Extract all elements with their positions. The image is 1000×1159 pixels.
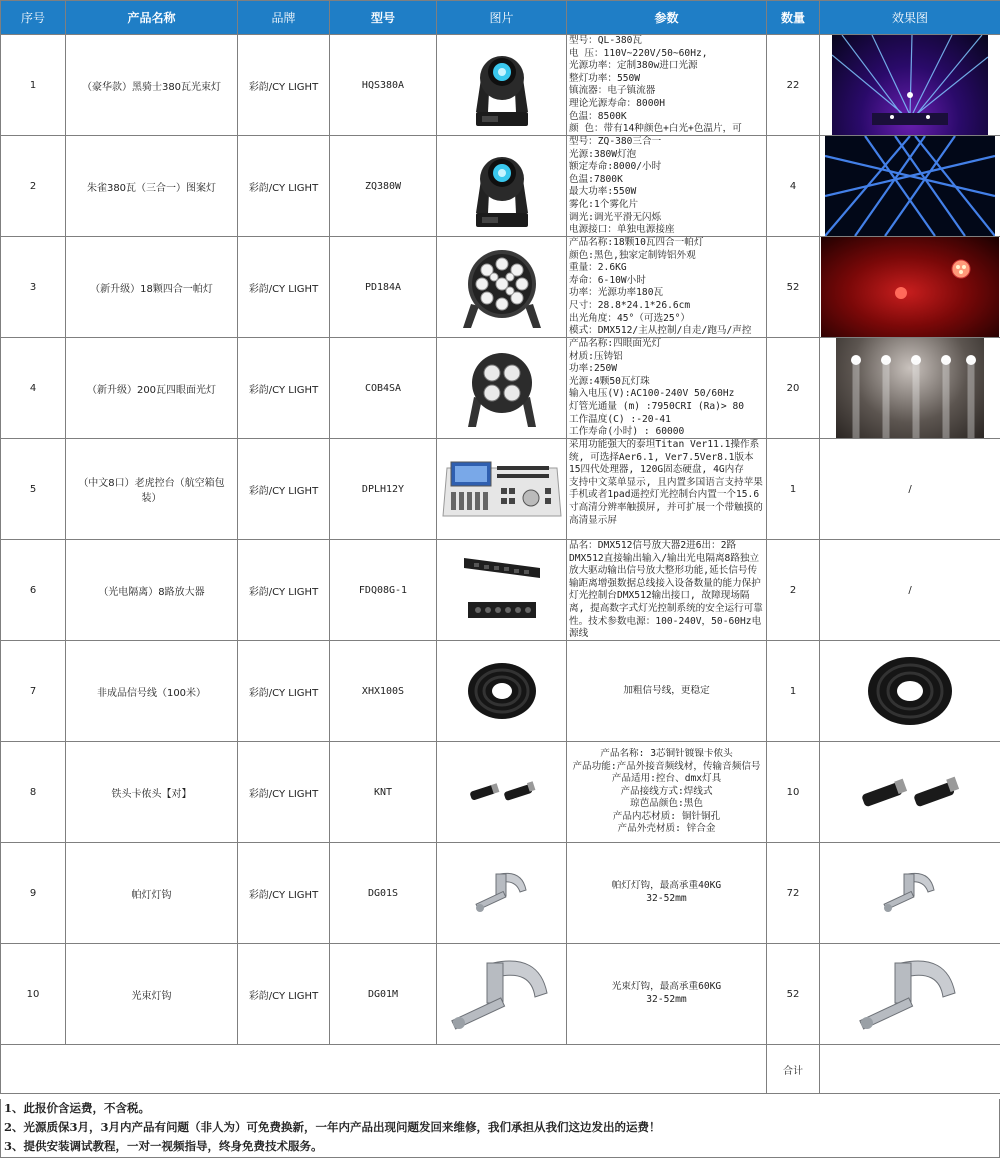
brand: 彩韵/CY LIGHT (238, 742, 330, 843)
model-number: ZQ380W (330, 136, 437, 237)
row-index: 9 (1, 843, 66, 944)
product-name: 铁头卡侬头【对】 (66, 742, 238, 843)
row-index: 8 (1, 742, 66, 843)
parameters-text: 帕灯灯钩，最高承重40KG 32-52mm (611, 880, 722, 904)
parameters-text: 产品名称: 3芯铜针镀镍卡侬头 产品功能:产品外接音频线材，传输音频信号 产品适用:控台、dmx灯具 产品接线方式:焊线式 琼芭品颜色:黑色 产品内芯材质: 铜针铜孔 产品外壳材质: 锌合金 (572, 747, 761, 835)
brand: 彩韵/CY LIGHT (238, 641, 330, 742)
header-product-name: 产品名称 (66, 1, 238, 35)
brand: 彩韵/CY LIGHT (238, 540, 330, 641)
effect-image (820, 338, 1000, 439)
quantity: 4 (767, 136, 820, 237)
table-row (1, 338, 1000, 439)
product-name: （中文8口）老虎控台（航空箱包装） (66, 439, 238, 540)
product-name: （新升级）200瓦四眼面光灯 (66, 338, 238, 439)
parameters-text: 品名：DMX512信号放大器2进6出：2路DMX512直接输出输入/输出光电隔离8路独立放大驱动输出信号放大整形功能,延长信号传输距离增强数据总线接入设备数量的能力保护灯光控制台DMX512输出接口, 故障现场隔离, 提高数字式灯光控制系统的安全运行可靠性。技术参数电源：100-240V，50-60Hz电源线 (569, 540, 763, 640)
total-blank (1, 1045, 767, 1094)
product-image (437, 35, 567, 136)
header-parameters: 参数 (567, 1, 767, 35)
parameters-text: 产品名称:18颗10瓦四合一帕灯 颜色:黑色,独家定制铸铝外观 重量：2.6KG 寿命：6-10W小时 功率：光源功率180瓦 尺寸：28.8*24.1*26.6cm 出光角度：45°（可选25°） 模式：DMX512/主从控制/自走/跑马/声控 (569, 237, 752, 337)
table-body (1, 35, 1000, 1045)
product-image (437, 237, 567, 338)
table-row (1, 237, 1000, 338)
product-image (437, 136, 567, 237)
total-row (1, 1045, 1000, 1094)
header-effect-image: 效果图 (820, 1, 1000, 35)
table-row (1, 843, 1000, 944)
effect-image (820, 843, 1000, 944)
effect-image (820, 237, 1000, 338)
header-picture: 图片 (437, 1, 567, 35)
table-row (1, 742, 1000, 843)
model-number: HQS380A (330, 35, 437, 136)
parameters-text: 型号：QL-380瓦 电 压：110V~220V/50~60Hz, 光源功率：定制380w进口光源 整灯功率：550W 镇流器：电子镇流器 理论光源寿命：8000H 色温：8500K 颜 色：带有14种颜色+白光+色温片，可 (569, 35, 742, 135)
row-index: 7 (1, 641, 66, 742)
row-index: 1 (1, 35, 66, 136)
row-index: 4 (1, 338, 66, 439)
header-row (1, 1, 1000, 35)
table-row (1, 35, 1000, 136)
parameters-text: 型号：ZQ-380三合一 光源:380W灯泡 额定寿命:8000/小时 色温:7800K 最大功率:550W 雾化:1个雾化片 调光:调光平滑无闪烁 电源接口：单独电源接座 (569, 136, 675, 236)
effect-image: / (820, 439, 1000, 540)
effect-image (820, 35, 1000, 136)
parameters-text: 采用功能强大的泰坦Titan Ver11.1操作系统, 可选择Aer6.1, Ver7.5Ver8.1版本15四代处理器, 120G固态硬盘, 4G内存 支持中文菜单显示, 且内置多国语言支持苹果手机或者1pad遥控灯光控制台内置一个15.6寸高清分辨率触摸屏, 并可扩展一个带触摸的高清显示屏 (569, 439, 763, 526)
product-image (437, 742, 567, 843)
brand: 彩韵/CY LIGHT (238, 843, 330, 944)
note-line: 2、光源质保3月，3月内产品有问题（非人为）可免费换新，一年内产品出现问题发回来维修，我们承担从我们这边发出的运费！ (4, 1120, 661, 1134)
brand: 彩韵/CY LIGHT (238, 35, 330, 136)
row-index: 5 (1, 439, 66, 540)
brand: 彩韵/CY LIGHT (238, 136, 330, 237)
effect-image: / (820, 540, 1000, 641)
quantity: 1 (767, 641, 820, 742)
model-number: XHX100S (330, 641, 437, 742)
total-value (820, 1045, 1000, 1094)
product-name: （光电隔离）8路放大器 (66, 540, 238, 641)
model-number: KNT (330, 742, 437, 843)
table-row (1, 439, 1000, 540)
table-row (1, 540, 1000, 641)
model-number: COB4SA (330, 338, 437, 439)
model-number: DG01S (330, 843, 437, 944)
header-index: 序号 (1, 1, 66, 35)
quantity: 22 (767, 35, 820, 136)
effect-image (820, 641, 1000, 742)
brand: 彩韵/CY LIGHT (238, 237, 330, 338)
brand: 彩韵/CY LIGHT (238, 944, 330, 1045)
product-name: 光束灯钩 (66, 944, 238, 1045)
parameters (567, 944, 767, 1045)
parameters (567, 338, 767, 439)
parameters (567, 843, 767, 944)
product-image (437, 641, 567, 742)
parameters (567, 237, 767, 338)
parameters (567, 439, 767, 540)
row-index: 6 (1, 540, 66, 641)
parameters (567, 540, 767, 641)
product-image (437, 540, 567, 641)
model-number: PD184A (330, 237, 437, 338)
quantity: 10 (767, 742, 820, 843)
total-label: 合计 (767, 1045, 820, 1094)
effect-image (820, 136, 1000, 237)
quantity: 20 (767, 338, 820, 439)
product-name: 帕灯灯钩 (66, 843, 238, 944)
parameters (567, 641, 767, 742)
note-line: 1、此报价含运费，不含税。 (4, 1101, 151, 1115)
parameters-text: 光束灯钩，最高承重60KG 32-52mm (611, 981, 722, 1005)
product-name: 朱雀380瓦（三合一）图案灯 (66, 136, 238, 237)
header-brand: 品牌 (238, 1, 330, 35)
effect-image (820, 944, 1000, 1045)
product-name: （豪华款）黑骑士380瓦光束灯 (66, 35, 238, 136)
quantity: 72 (767, 843, 820, 944)
header-model: 型号 (330, 1, 437, 35)
table-row (1, 136, 1000, 237)
product-image (437, 843, 567, 944)
header-quantity: 数量 (767, 1, 820, 35)
quantity: 52 (767, 944, 820, 1045)
parameters (567, 136, 767, 237)
product-image (437, 944, 567, 1045)
product-name: （新升级）18颗四合一帕灯 (66, 237, 238, 338)
quantity: 52 (767, 237, 820, 338)
parameters (567, 35, 767, 136)
product-image (437, 439, 567, 540)
model-number: FDQ08G-1 (330, 540, 437, 641)
row-index: 10 (1, 944, 66, 1045)
parameters (567, 742, 767, 843)
parameters-text: 产品名称:四眼面光灯 材质:压铸铝 功率:250W 光源:4颗50瓦灯珠 输入电压(V):AC100-240V 50/60Hz 灯管光通量 (m) :7950CRI (Ra)> 80 工作温度(C) :-20-41 工作寿命(小时) : 60000 (569, 338, 745, 438)
product-image (437, 338, 567, 439)
brand: 彩韵/CY LIGHT (238, 338, 330, 439)
effect-image (820, 742, 1000, 843)
model-number: DG01M (330, 944, 437, 1045)
note-line: 3、提供安装调试教程，一对一视频指导，终身免费技术服务。 (4, 1139, 323, 1153)
quantity: 2 (767, 540, 820, 641)
brand: 彩韵/CY LIGHT (238, 439, 330, 540)
table-row (1, 944, 1000, 1045)
product-name: 非成品信号线（100米） (66, 641, 238, 742)
quantity: 1 (767, 439, 820, 540)
table-row (1, 641, 1000, 742)
model-number: DPLH12Y (330, 439, 437, 540)
row-index: 3 (1, 237, 66, 338)
notes-section (0, 1099, 1000, 1158)
row-index: 2 (1, 136, 66, 237)
parameters-text: 加粗信号线，更稳定 (623, 684, 710, 696)
